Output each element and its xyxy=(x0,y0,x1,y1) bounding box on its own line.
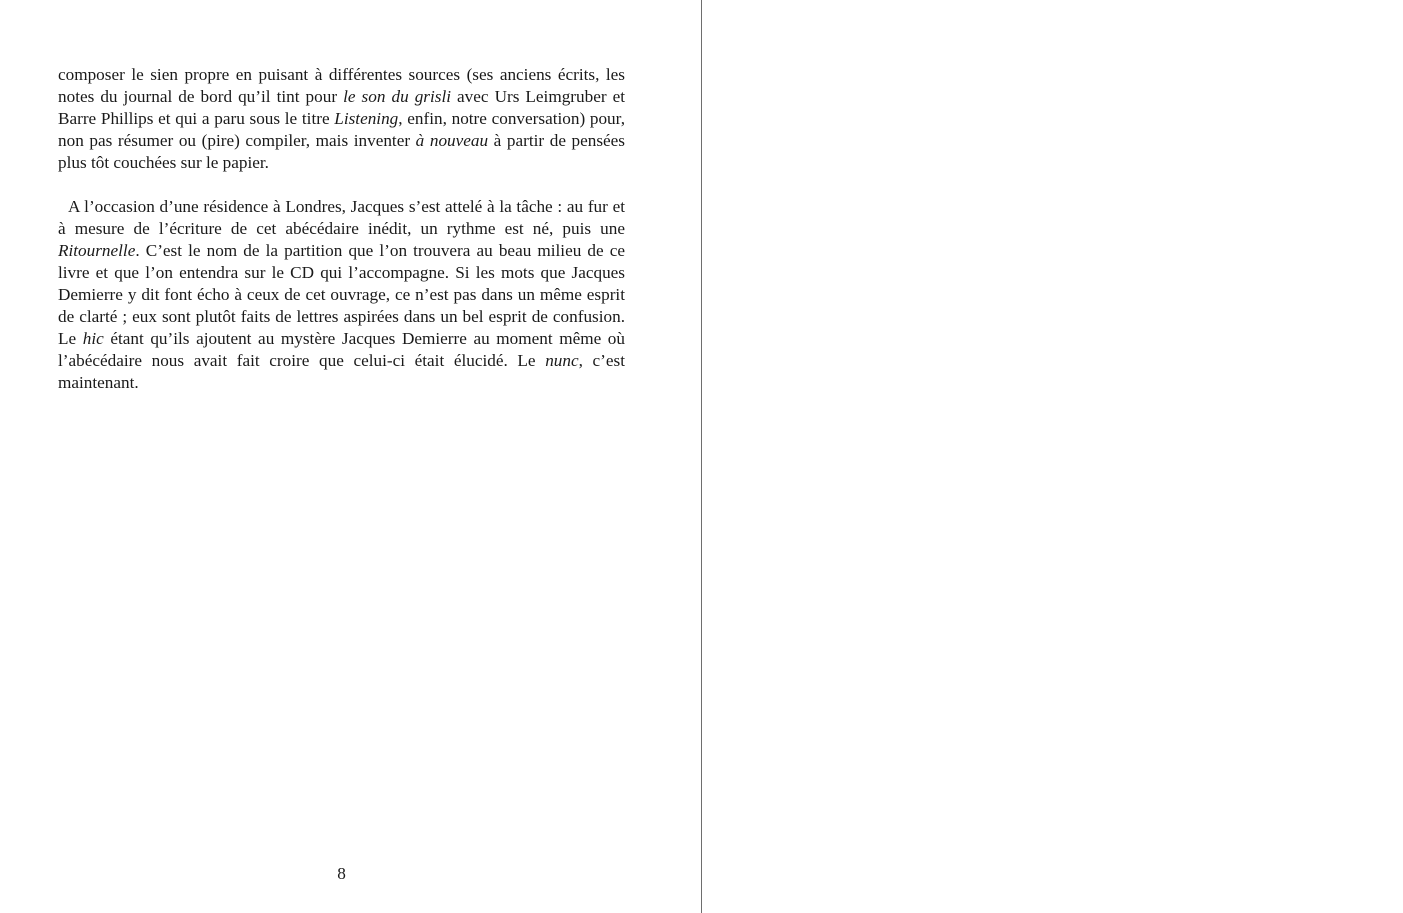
page-number: 8 xyxy=(337,864,346,883)
text-run: avec Urs Leimgruber et Barre Phillips et qui a paru sous le titre xyxy=(58,87,626,128)
right-page xyxy=(702,0,1403,913)
paragraph xyxy=(58,196,625,394)
italic-word: nunc xyxy=(545,351,579,370)
text-run: , enfin, notre conversation) pour, non pas résumer ou (pire) compiler, mais inventer xyxy=(58,109,625,150)
italic-phrase: à nouveau xyxy=(415,131,489,150)
text-run: , c’est maintenant. xyxy=(58,351,625,392)
text-run: . C’est le nom de la partition que l’on trouvera au beau milieu de ce livre et que l’on entendra sur le CD qui l’accompagne. Si les mots que Jacques Demierre y dit font écho à ceux de cet ouvrage, ce n’est pas dans un même esprit de clarté ; eux sont plutôt faits de lettres aspirées dans un bel esprit de confusion. Le xyxy=(58,241,625,348)
italic-title: le son du grisli xyxy=(343,87,451,106)
left-page xyxy=(0,0,701,913)
italic-title: Ritournelle xyxy=(58,241,136,260)
text-run: à partir de pensées plus tôt couchées sur le papier. xyxy=(58,131,625,172)
text-run: étant qu’ils ajoutent au mystère Jacques Demierre au moment même où l’abécédaire nous avait fait croire que celui-ci était élucidé. Le xyxy=(58,329,625,370)
italic-title: Listening xyxy=(334,109,399,128)
text-run: A l’occasion d’une résidence à Londres, Jacques s’est attelé à la tâche : au fur et à mesure de l’écriture de cet abécédaire inédit, un rythme est né, puis une xyxy=(58,197,625,238)
paragraph xyxy=(58,64,625,174)
body-text xyxy=(58,64,625,394)
italic-word: hic xyxy=(82,329,104,348)
text-run: composer le sien propre en puisant à différentes sources (ses anciens écrits, les notes du journal de bord qu’il tint pour xyxy=(58,65,625,106)
